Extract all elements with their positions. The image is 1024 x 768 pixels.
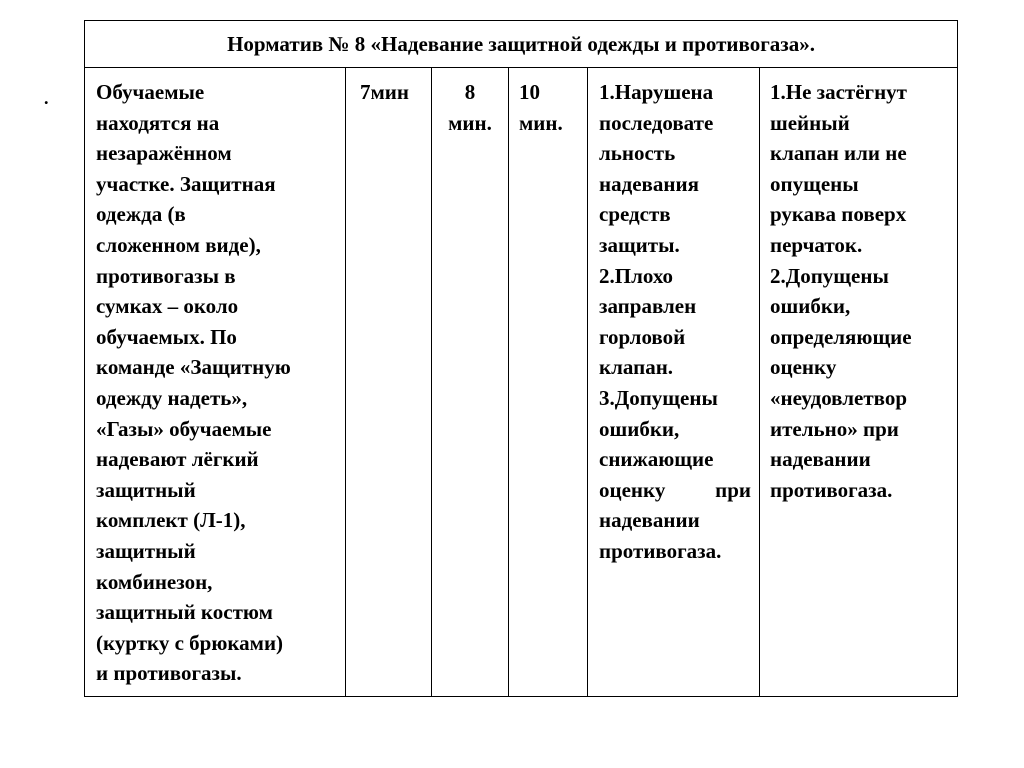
time-excellent-cell <box>346 68 432 697</box>
errors-failing-text <box>760 68 957 505</box>
text-line: обучаемых. По <box>96 324 237 349</box>
text-line: защитный <box>96 538 196 563</box>
time-satisfactory-value: 10 <box>519 80 540 104</box>
text-line: 1.Нарушена <box>599 80 714 104</box>
text-line: 3.Допущены <box>599 385 718 410</box>
standard-table <box>84 20 958 697</box>
text-line: определяющие <box>770 324 912 349</box>
text-line: надевания <box>599 171 699 196</box>
text-line: средств <box>599 202 671 227</box>
conditions-text <box>85 68 345 689</box>
text-line: команде «Защитную <box>96 355 291 380</box>
text-line: снижающие <box>599 447 714 472</box>
time-satisfactory-cell <box>509 68 588 697</box>
text-line: защитный костюм <box>96 600 273 625</box>
text-line: перчаток. <box>770 232 863 257</box>
text-line: Обучаемые <box>96 80 205 104</box>
text-line: одежда (в <box>96 202 186 227</box>
justified-word: при <box>715 477 751 502</box>
text-line: ительно» при <box>770 416 899 441</box>
text-line: незаражённом <box>96 141 232 166</box>
errors-lowering-cell <box>588 68 760 697</box>
text-line: ошибки, <box>599 416 680 441</box>
text-line: противогаза. <box>599 538 722 563</box>
conditions-cell <box>85 68 346 697</box>
text-line: одежду надеть», <box>96 385 248 410</box>
text-line: комплект (Л-1), <box>96 508 246 533</box>
text-line: защиты. <box>599 232 680 257</box>
text-line: 2.Плохо <box>599 263 674 288</box>
text-line: горловой <box>599 324 686 349</box>
text-line: клапан или не <box>770 141 907 166</box>
text-line: защитный <box>96 477 196 502</box>
table-title: Норматив № 8 «Надевание защитной одежды и противогаза». <box>85 21 958 68</box>
text-line: ошибки, <box>770 294 851 319</box>
text-line: рукава поверх <box>770 202 907 227</box>
text-line: надевании <box>599 508 700 533</box>
text-line: опущены <box>770 171 859 196</box>
text-line: надевают лёгкий <box>96 447 259 472</box>
justified-word: оценку <box>599 477 666 502</box>
time-good-unit: мин. <box>448 110 492 135</box>
text-line: 2.Допущены <box>770 263 889 288</box>
text-line: (куртку с брюками) <box>96 630 284 655</box>
text-line: клапан. <box>599 355 674 380</box>
text-line: участке. Защитная <box>96 171 276 196</box>
text-line: льность <box>599 141 676 166</box>
time-good-value: 8 <box>464 80 476 104</box>
time-satisfactory-unit: мин. <box>519 110 563 135</box>
text-line: сумках – около <box>96 294 239 319</box>
text-line: шейный <box>770 110 850 135</box>
text-line: и противогазы. <box>96 661 242 686</box>
title-row <box>85 21 958 68</box>
bullet-marker: . <box>44 88 49 108</box>
text-line: последовате <box>599 110 714 135</box>
text-line: «Газы» обучаемые <box>96 416 272 441</box>
text-line: 1.Не застёгнут <box>770 80 908 104</box>
errors-failing-cell <box>760 68 958 697</box>
text-line: противогазы в <box>96 263 236 288</box>
time-good-cell <box>432 68 509 697</box>
text-line: надевании <box>770 447 871 472</box>
text-line: сложенном виде), <box>96 232 261 257</box>
text-line: «неудовлетвор <box>770 385 908 410</box>
content-row <box>85 68 958 697</box>
text-line: оценку <box>770 355 837 380</box>
text-line: комбинезон, <box>96 569 213 594</box>
text-line: противогаза. <box>770 477 893 502</box>
errors-lowering-text <box>588 68 759 567</box>
text-line: заправлен <box>599 294 697 319</box>
time-excellent-value: 7мин <box>360 80 410 104</box>
justified-text-line <box>599 475 751 506</box>
text-line: находятся на <box>96 110 220 135</box>
